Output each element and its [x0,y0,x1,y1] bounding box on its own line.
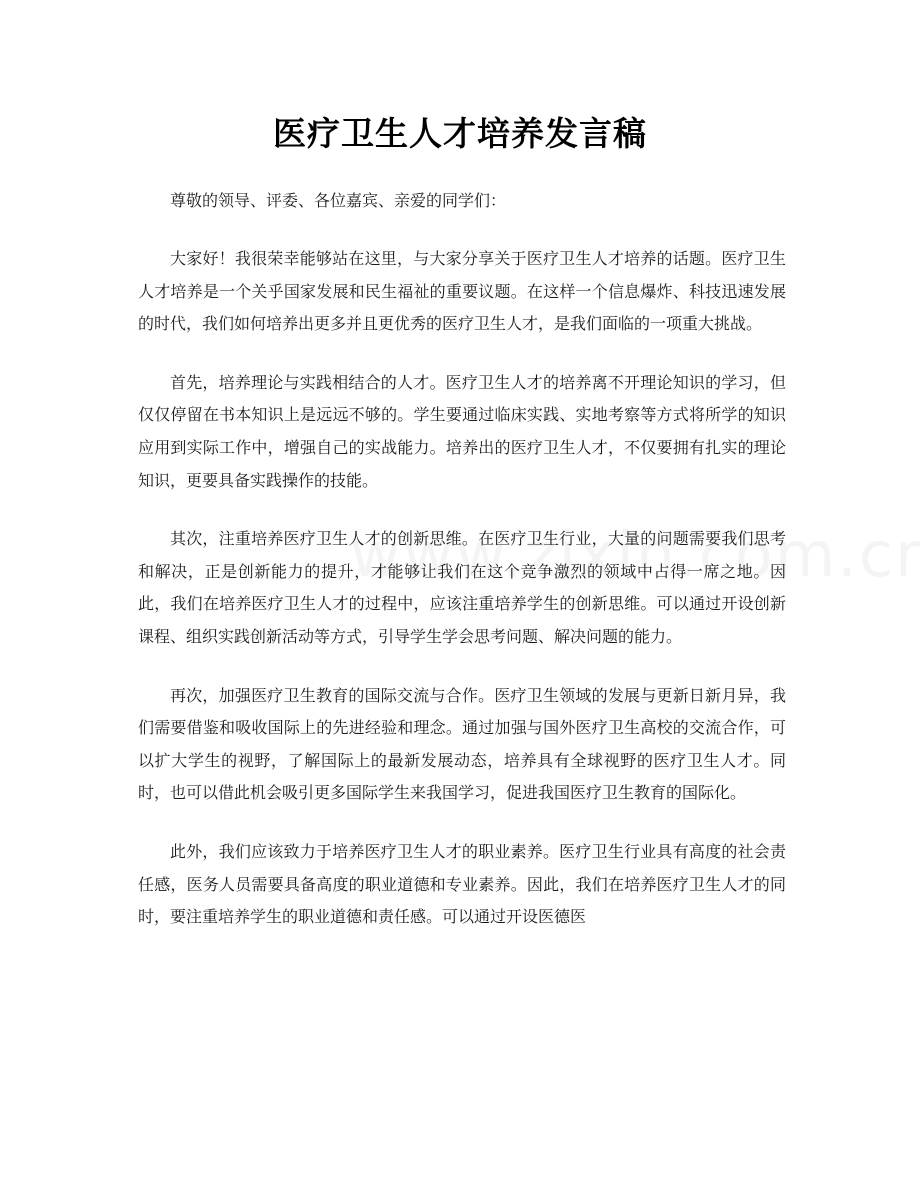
paragraph-professionalism: 此外，我们应该致力于培养医疗卫生人才的职业素养。医疗卫生行业具有高度的社会责任感，医务人员需要具备高度的职业道德和专业素养。因此，我们在培养医疗卫生人才的同时，要注重培养学生的职业道德和责任感。可以通过开设医德医 [138,841,786,927]
paragraph-innovation: 其次，注重培养医疗卫生人才的创新思维。在医疗卫生行业，大量的问题需要我们思考和解决，正是创新能力的提升，才能够让我们在这个竞争激烈的领域中占得一席之地。因此，我们在培养医疗卫生人才的过程中，应该注重培养学生的创新思维。可以通过开设创新课程、组织实践创新活动等方式，引导学生学会思考问题、解决问题的能力。 [138,529,786,646]
paragraph-greeting: 大家好！我很荣幸能够站在这里，与大家分享关于医疗卫生人才培养的话题。医疗卫生人才培养是一个关乎国家发展和民生福祉的重要议题。在这样一个信息爆炸、科技迅速发展的时代，我们如何培养出更多并且更优秀的医疗卫生人才，是我们面临的一项重大挑战。 [138,249,786,334]
document-body [138,185,786,960]
paragraph-international: 再次，加强医疗卫生教育的国际交流与合作。医疗卫生领域的发展与更新日新月异，我们需要借鉴和吸收国际上的先进经验和理念。通过加强与国外医疗卫生高校的交流合作，可以扩大学生的视野，了解国际上的最新发展动态，培养具有全球视野的医疗卫生人才。同时，也可以借此机会吸引更多国际学生来我国学习，促进我国医疗卫生教育的国际化。 [138,685,786,803]
paragraph-theory-practice: 首先，培养理论与实践相结合的人才。医疗卫生人才的培养离不开理论知识的学习，但仅仅停留在书本知识上是远远不够的。学生要通过临床实践、实地考察等方式将所学的知识应用到实际工作中，增强自己的实战能力。培养出的医疗卫生人才，不仅要拥有扎实的理论知识，更要具备实践操作的技能。 [138,372,786,490]
salutation: 尊敬的领导、评委、各位嘉宾、亲爱的同学们： [170,191,507,210]
document-title: 医疗卫生人才培养发言稿 [273,114,647,153]
